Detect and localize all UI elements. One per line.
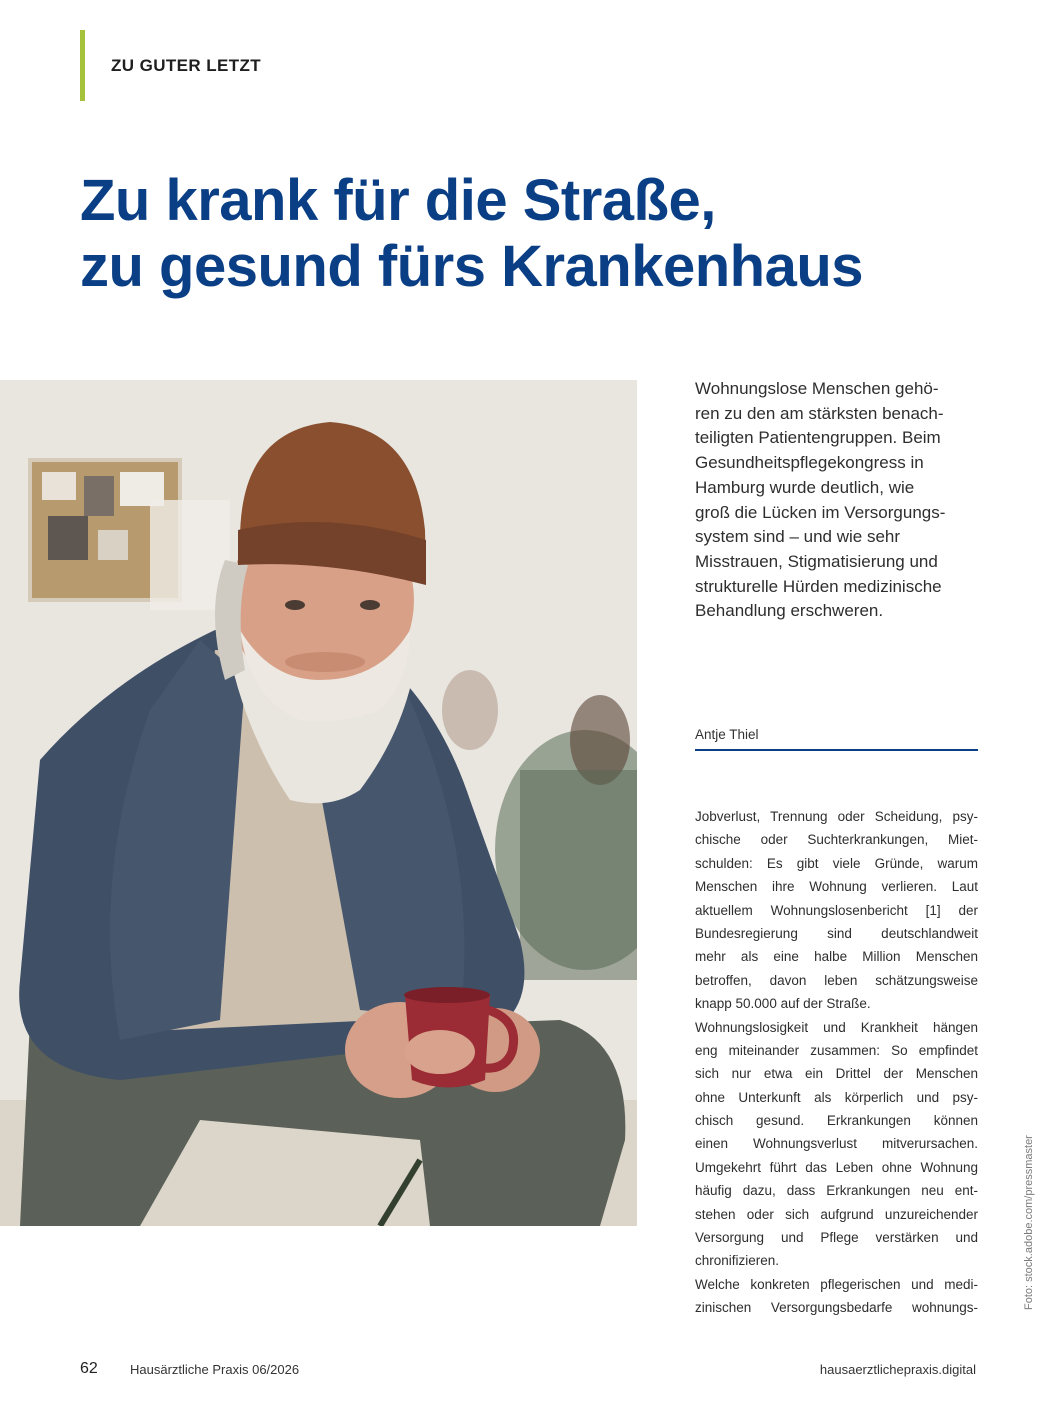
body-line: betroffen, davon leben schätzungsweise: [695, 972, 978, 988]
lead-line: teiligten Patientengruppen. Beim: [695, 428, 941, 448]
body-line: häufig dazu, dass Erkrankungen neu ent-: [695, 1183, 978, 1199]
body-line: Welche konkreten pflegerischen und medi-: [695, 1276, 978, 1292]
headline-line-1: Zu krank für die Straße,: [80, 168, 716, 233]
body-line: knapp 50.000 auf der Straße.: [695, 996, 871, 1012]
lead-line: Behandlung erschweren.: [695, 601, 884, 621]
body-line: chisch gesund. Erkrankungen können: [695, 1113, 978, 1129]
lead-line: ren zu den am stärksten benach-: [695, 403, 944, 423]
body-line: Versorgung und Pflege verstärken und: [695, 1230, 978, 1246]
body-line: ohne Unterkunft als körperlich und psy-: [695, 1089, 978, 1105]
publication-issue: Hausärztliche Praxis 06/2026: [130, 1362, 300, 1377]
lead-line: system sind – und wie sehr: [695, 527, 901, 547]
body-line: Menschen ihre Wohnung verlieren. Laut: [695, 879, 978, 895]
body-line: Bundesregierung sind deutschlandweit: [695, 925, 978, 941]
body-line: aktuellem Wohnungslosenbericht [1] der: [695, 902, 978, 918]
article-photo: [0, 380, 637, 1226]
body-line: chronifizieren.: [695, 1253, 780, 1269]
photo-illustration: [0, 380, 637, 1226]
publication-url: hausaerztlichepraxis.digital: [819, 1362, 976, 1377]
lead-line: strukturelle Hürden medizinische: [695, 576, 942, 596]
body-line: Jobverlust, Trennung oder Scheidung, psy-: [695, 809, 978, 824]
body-line: stehen oder sich aufgrund unzureichender: [695, 1206, 978, 1222]
article-lead: [695, 377, 985, 624]
lead-line: Wohnungslose Menschen gehö-: [695, 379, 939, 398]
section-label: ZU GUTER LETZT: [111, 56, 262, 75]
article-body: [695, 805, 978, 1320]
article-headline: [80, 168, 1040, 300]
body-line: zinischen Versorgungsbedarfe wohnungs-: [695, 1300, 978, 1316]
body-line: Wohnungslosigkeit und Krankheit hängen: [695, 1019, 978, 1035]
lead-line: Gesundheitspflegekongress in: [695, 453, 924, 473]
body-line: mehr als eine halbe Million Menschen: [695, 949, 978, 965]
page-number: 62: [80, 1360, 98, 1377]
body-line: schulden: Es gibt viele Gründe, warum: [695, 855, 978, 871]
section-accent-bar: [80, 30, 85, 101]
body-line: sich nur etwa ein Drittel der Menschen: [695, 1066, 978, 1082]
body-line: Umgekehrt führt das Leben ohne Wohnung: [695, 1159, 978, 1175]
lead-line: Misstrauen, Stigmatisierung und: [695, 551, 938, 571]
author-divider: [695, 749, 978, 751]
author-name: Antje Thiel: [695, 727, 759, 742]
lead-line: groß die Lücken im Versorgungs-: [695, 502, 946, 522]
lead-line: Hamburg wurde deutlich, wie: [695, 477, 915, 497]
photo-credit: Foto: stock.adobe.com/pressmaster: [1023, 1135, 1035, 1310]
body-line: eng miteinander zusammen: So empfindet: [695, 1042, 978, 1058]
body-line: einen Wohnungsverlust mitverursachen.: [695, 1136, 978, 1152]
headline-line-2: zu gesund fürs Krankenhaus: [80, 234, 864, 299]
body-line: chische oder Suchterkrankungen, Miet-: [695, 832, 978, 848]
